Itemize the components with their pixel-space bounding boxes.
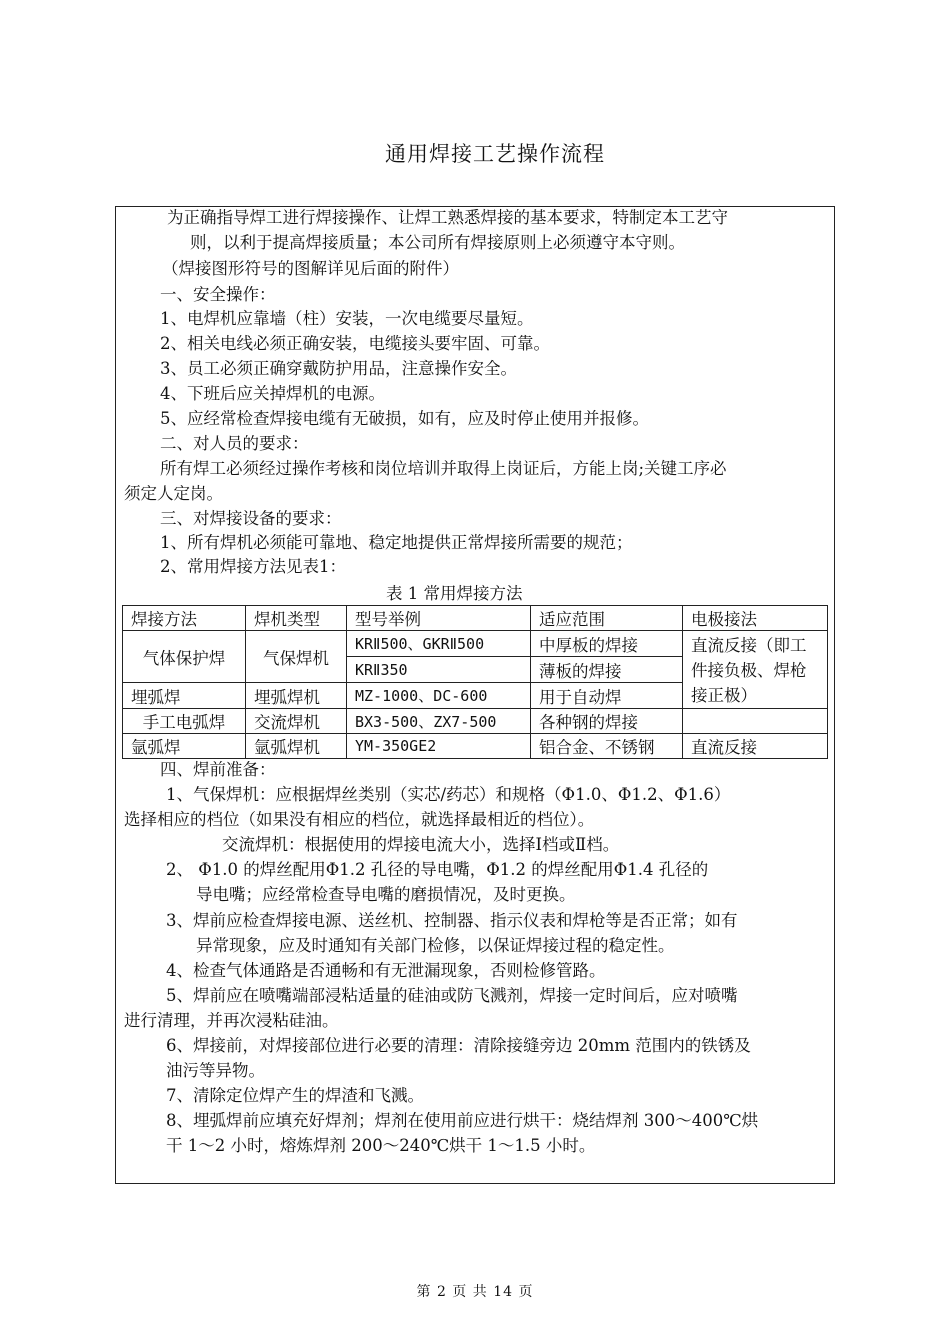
table-cell: 中厚板的焊接 xyxy=(531,631,683,657)
welding-methods-table xyxy=(122,605,828,759)
prep-line: 4、检查气体通路是否通畅和有无泄漏现象，否则检修管路。 xyxy=(166,961,606,980)
prep-line: 8、埋弧焊前应填充好焊剂；焊剂在使用前应进行烘干：烧结焊剂 300～400℃烘 xyxy=(166,1111,759,1130)
personnel-line-2: 须定人定岗。 xyxy=(124,484,223,503)
page-title: 通用焊接工艺操作流程 xyxy=(385,142,605,166)
table-header-cell: 适应范围 xyxy=(531,606,683,631)
section-safety-title: 一、安全操作： xyxy=(160,285,276,304)
table-cell: KRⅡ350 xyxy=(347,657,531,683)
section-equipment-title: 三、对焊接设备的要求： xyxy=(160,509,342,528)
table-cell: KRⅡ500、GKRⅡ500 xyxy=(347,631,531,657)
personnel-line-1: 所有焊工必须经过操作考核和岗位培训并取得上岗证后，方能上岗;关键工序必 xyxy=(160,459,727,478)
prep-line: 进行清理，并再次浸粘硅油。 xyxy=(124,1011,339,1030)
section-personnel-title: 二、对人员的要求： xyxy=(160,434,309,453)
prep-line: 导电嘴；应经常检查导电嘴的磨损情况，及时更换。 xyxy=(196,885,576,904)
prep-line: 异常现象，应及时通知有关部门检修，以保证焊接过程的稳定性。 xyxy=(196,936,675,955)
electrode-note: 直流反接（即工件接负极、焊枪接正极） xyxy=(691,636,807,705)
table-cell: 气体保护焊 xyxy=(123,631,246,683)
safety-item: 4、下班后应关掉焊机的电源。 xyxy=(160,384,385,403)
equipment-item: 1、所有焊机必须能可靠地、稳定地提供正常焊接所需要的规范； xyxy=(160,533,633,552)
prep-line: 6、焊接前，对焊接部位进行必要的清理：清除接缝旁边 20mm 范围内的铁锈及 xyxy=(166,1036,751,1055)
equipment-item: 2、常用焊接方法见表1： xyxy=(160,557,346,576)
prep-line: 选择相应的档位（如果没有相应的档位，就选择最相近的档位）。 xyxy=(124,810,595,829)
safety-item: 2、相关电线必须正确安装，电缆接头要牢固、可靠。 xyxy=(160,334,550,353)
section-prep-title: 四、焊前准备： xyxy=(160,760,276,779)
table-cell: MZ-1000、DC-600 xyxy=(347,683,531,709)
intro-line-1: 为正确指导焊工进行焊接操作、让焊工熟悉焊接的基本要求，特制定本工艺守 xyxy=(167,208,728,227)
prep-line: 7、清除定位焊产生的焊渣和飞溅。 xyxy=(166,1086,424,1105)
table-row xyxy=(123,734,828,759)
table-cell: BX3-500、ZX7-500 xyxy=(347,709,531,734)
table-caption: 表 1 常用焊接方法 xyxy=(386,584,523,603)
table-row xyxy=(123,631,828,657)
table-cell: 薄板的焊接 xyxy=(531,657,683,683)
prep-line: 5、焊前应在喷嘴端部浸粘适量的硅油或防飞溅剂，焊接一定时间后，应对喷嘴 xyxy=(166,986,738,1005)
prep-line: 2、 Φ1.0 的焊丝配用Φ1.2 孔径的导电嘴，Φ1.2 的焊丝配用Φ1.4 孔径的 xyxy=(166,860,709,879)
table-cell xyxy=(683,631,828,709)
table-cell: 手工电弧焊 xyxy=(123,709,246,734)
table-header-row xyxy=(123,606,828,631)
prep-line: 交流焊机：根据使用的焊接电流大小，选择Ⅰ档或Ⅱ档。 xyxy=(222,835,620,854)
intro-note: （焊接图形符号的图解详见后面的附件） xyxy=(162,259,459,278)
table-header-cell: 型号举例 xyxy=(347,606,531,631)
table-cell: 铝合金、不锈钢 xyxy=(531,734,683,759)
prep-line: 干 1～2 小时，熔炼焊剂 200～240℃烘干 1～1.5 小时。 xyxy=(166,1136,596,1155)
safety-item: 5、应经常检查焊接电缆有无破损，如有，应及时停止使用并报修。 xyxy=(160,409,649,428)
table-header-cell: 焊接方法 xyxy=(123,606,246,631)
table-cell: 气保焊机 xyxy=(246,631,347,683)
safety-item: 3、员工必须正确穿戴防护用品，注意操作安全。 xyxy=(160,359,517,378)
safety-item: 1、电焊机应靠墙（柱）安装，一次电缆要尽量短。 xyxy=(160,309,534,328)
table-cell: 交流焊机 xyxy=(246,709,347,734)
table-cell: 埋弧焊机 xyxy=(246,683,347,709)
prep-line: 1、气保焊机：应根据焊丝类别（实芯/药芯）和规格（Φ1.0、Φ1.2、Φ1.6） xyxy=(166,785,731,804)
table-row xyxy=(123,709,828,734)
prep-line: 3、焊前应检查焊接电源、送丝机、控制器、指示仪表和焊枪等是否正常；如有 xyxy=(166,911,738,930)
table-cell: 氩弧焊 xyxy=(123,734,246,759)
table-cell: 氩弧焊机 xyxy=(246,734,347,759)
table-cell: 直流反接 xyxy=(683,734,828,759)
table-cell: YM-350GE2 xyxy=(347,734,531,759)
table-cell: 埋弧焊 xyxy=(123,683,246,709)
table-header-cell: 电极接法 xyxy=(683,606,828,631)
prep-line: 油污等异物。 xyxy=(166,1061,265,1080)
table-cell: 各种钢的焊接 xyxy=(531,709,683,734)
table-cell xyxy=(683,709,828,734)
page-footer: 第 2 页 共 14 页 xyxy=(416,1284,534,1300)
table-cell: 用于自动焊 xyxy=(531,683,683,709)
table-header-cell: 焊机类型 xyxy=(246,606,347,631)
intro-line-2: 则，以利于提高焊接质量；本公司所有焊接原则上必须遵守本守则。 xyxy=(190,233,685,252)
